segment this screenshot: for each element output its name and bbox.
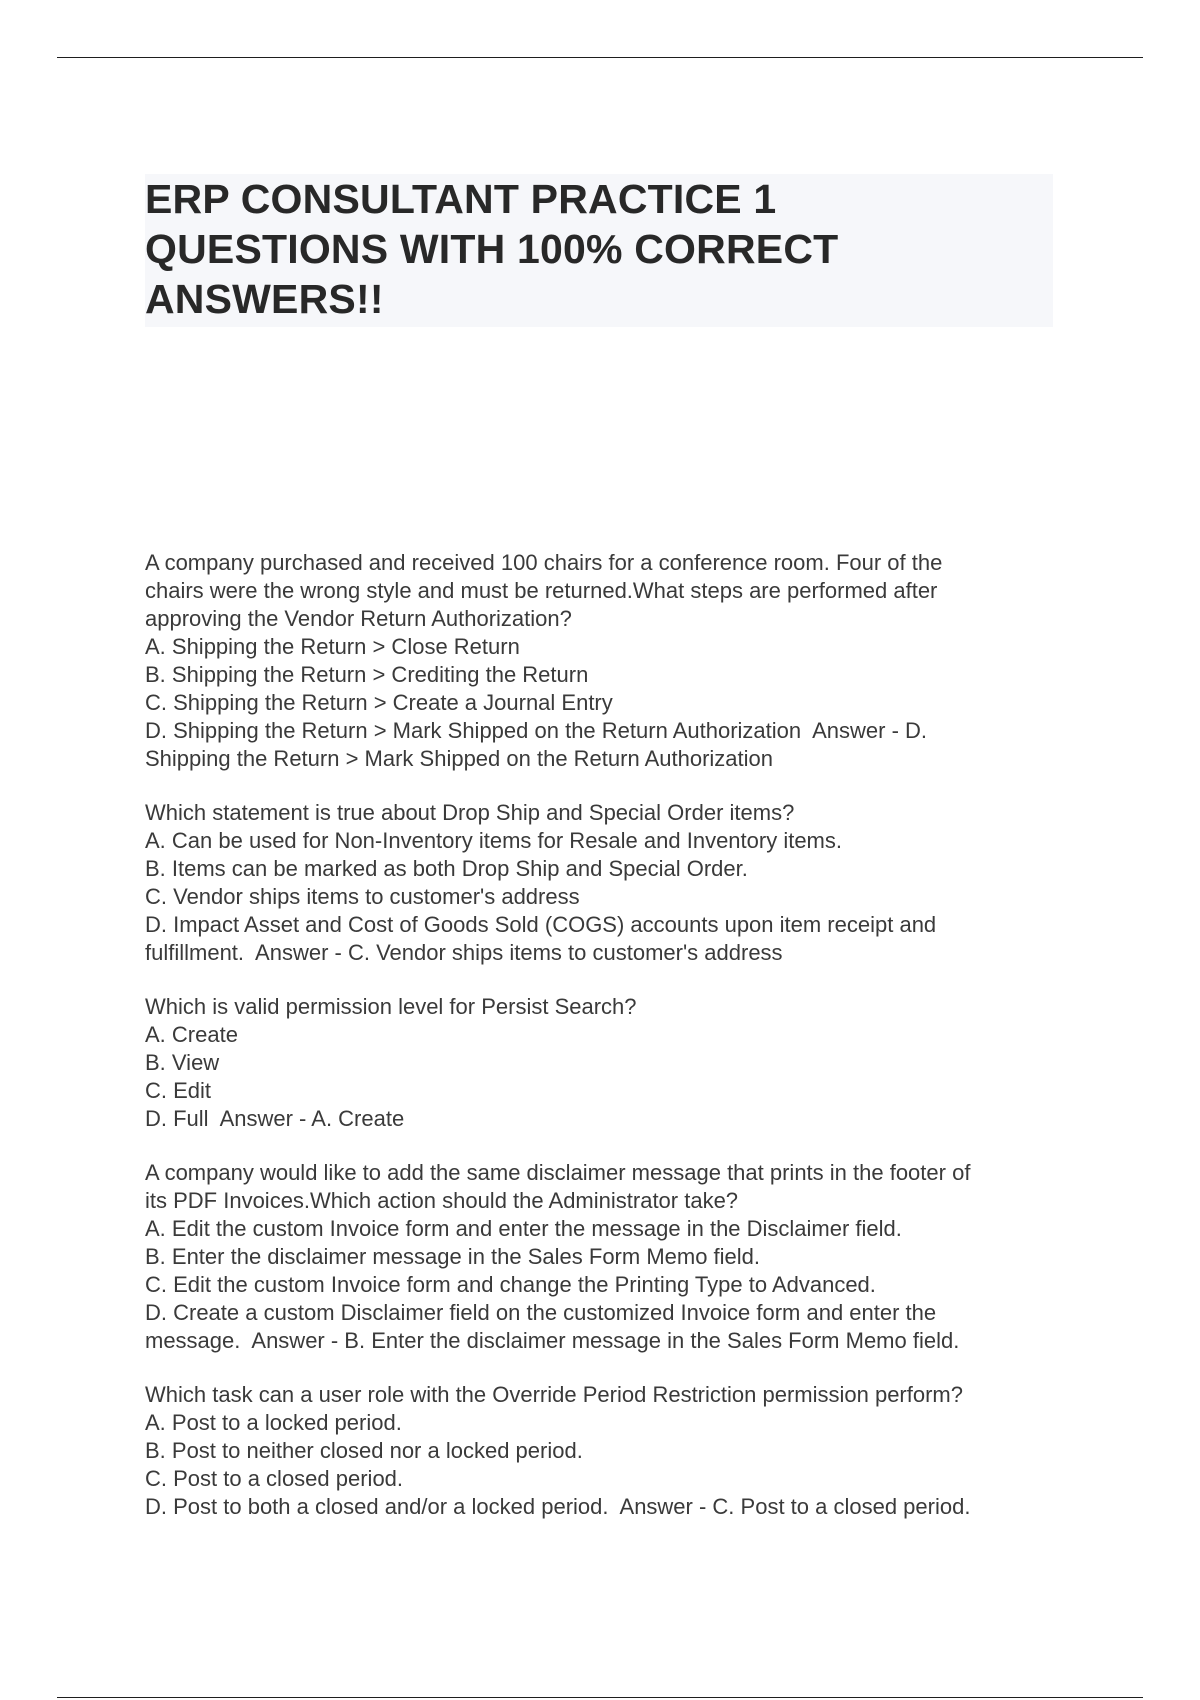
question-4-line-1: A company would like to add the same disclaimer message that prints in the footer of bbox=[145, 1160, 971, 1185]
question-3-option-a: A. Create bbox=[145, 1022, 238, 1047]
question-1-line-2: chairs were the wrong style and must be returned.What steps are performed after bbox=[145, 578, 938, 603]
question-3 bbox=[145, 993, 1065, 1133]
question-1-option-a: A. Shipping the Return > Close Return bbox=[145, 634, 520, 659]
question-2-option-c: C. Vendor ships items to customer's address bbox=[145, 884, 580, 909]
question-1-line-3: approving the Vendor Return Authorization? bbox=[145, 606, 572, 631]
question-1 bbox=[145, 549, 1065, 773]
question-1-option-b: B. Shipping the Return > Crediting the Return bbox=[145, 662, 589, 687]
question-4-line-2: its PDF Invoices.Which action should the Administrator take? bbox=[145, 1188, 739, 1213]
question-3-option-c: C. Edit bbox=[145, 1078, 212, 1103]
question-3-option-b: B. View bbox=[145, 1050, 220, 1075]
question-4-option-c: C. Edit the custom Invoice form and change the Printing Type to Advanced. bbox=[145, 1272, 876, 1297]
question-2-answer: fulfillment. Answer - C. Vendor ships items to customer's address bbox=[145, 940, 783, 965]
question-list bbox=[145, 549, 1065, 1547]
question-2-option-a: A. Can be used for Non-Inventory items for Resale and Inventory items. bbox=[145, 828, 842, 853]
question-4-option-b: B. Enter the disclaimer message in the Sales Form Memo field. bbox=[145, 1244, 761, 1269]
question-5-option-c: C. Post to a closed period. bbox=[145, 1466, 404, 1491]
question-5 bbox=[145, 1381, 1065, 1521]
question-3-line-1: Which is valid permission level for Persist Search? bbox=[145, 994, 637, 1019]
question-5-option-d-answer: D. Post to both a closed and/or a locked period. Answer - C. Post to a closed period. bbox=[145, 1494, 971, 1519]
title-block bbox=[145, 174, 1053, 327]
question-3-option-d-answer: D. Full Answer - A. Create bbox=[145, 1106, 405, 1131]
question-1-answer: Shipping the Return > Mark Shipped on the Return Authorization bbox=[145, 746, 774, 771]
question-2-line-1: Which statement is true about Drop Ship and Special Order items? bbox=[145, 800, 795, 825]
question-1-line-1: A company purchased and received 100 chairs for a conference room. Four of the bbox=[145, 550, 943, 575]
question-4 bbox=[145, 1159, 1065, 1355]
question-1-option-d: D. Shipping the Return > Mark Shipped on the Return Authorization Answer - D. bbox=[145, 718, 928, 743]
question-1-option-c: C. Shipping the Return > Create a Journal Entry bbox=[145, 690, 613, 715]
question-4-answer: message. Answer - B. Enter the disclaimer message in the Sales Form Memo field. bbox=[145, 1328, 960, 1353]
question-5-line-1: Which task can a user role with the Override Period Restriction permission perform? bbox=[145, 1382, 963, 1407]
top-rule bbox=[57, 57, 1143, 58]
question-2-option-b: B. Items can be marked as both Drop Ship and Special Order. bbox=[145, 856, 748, 881]
question-4-option-a: A. Edit the custom Invoice form and enter the message in the Disclaimer field. bbox=[145, 1216, 902, 1241]
question-2-option-d: D. Impact Asset and Cost of Goods Sold (COGS) accounts upon item receipt and bbox=[145, 912, 937, 937]
question-2 bbox=[145, 799, 1065, 967]
document-title: ERP CONSULTANT PRACTICE 1 QUESTIONS WITH 100% CORRECT ANSWERS!! bbox=[145, 176, 839, 322]
question-4-option-d: D. Create a custom Disclaimer field on the customized Invoice form and enter the bbox=[145, 1300, 937, 1325]
question-5-option-a: A. Post to a locked period. bbox=[145, 1410, 402, 1435]
bottom-rule bbox=[57, 1697, 1143, 1698]
question-5-option-b: B. Post to neither closed nor a locked period. bbox=[145, 1438, 583, 1463]
